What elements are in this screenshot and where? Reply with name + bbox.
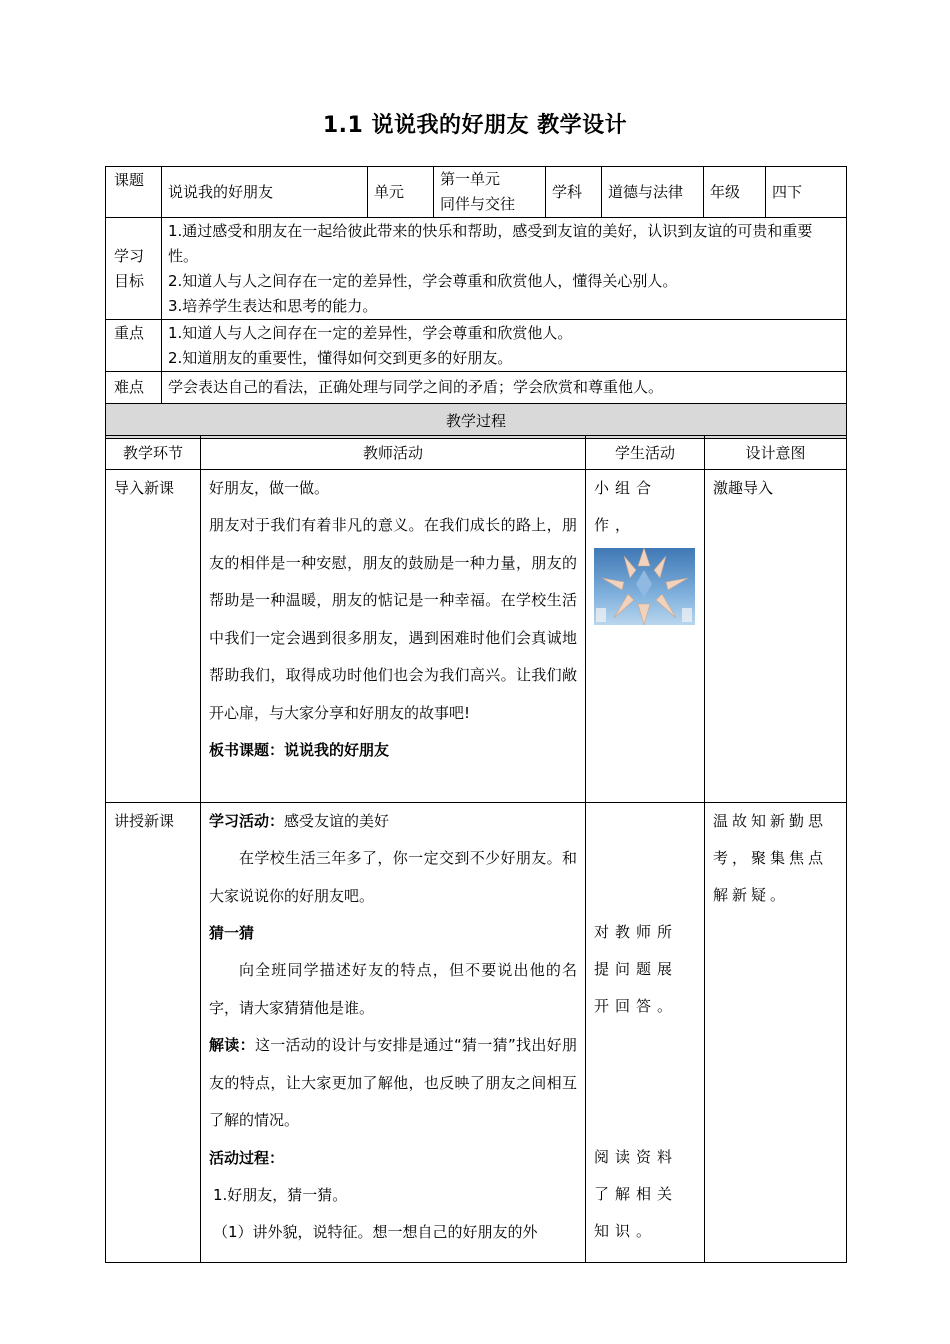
step-1: 1.好朋友，猜一猜。 — [213, 1185, 348, 1204]
activity-title: 感受友谊的美好 — [284, 812, 390, 830]
header-intent: 设计意图 — [705, 436, 847, 470]
page-title: 1.1 说说我的好朋友 教学设计 — [322, 113, 628, 138]
subject-label: 学科 — [546, 167, 602, 218]
unit-label: 单元 — [368, 167, 434, 218]
process-title-row — [106, 404, 847, 439]
grade-label: 年级 — [704, 167, 766, 218]
stage-label: 导入新课 — [114, 479, 175, 497]
student-text: 小组合作， — [594, 479, 658, 534]
board-title: 板书课题：说说我的好朋友 — [209, 741, 390, 759]
subject-value: 道德与法律 — [602, 167, 704, 218]
guess-paragraph: 向全班同学描述好友的特点，但不要说出他的名字，请大家猜猜他是谁。 — [209, 961, 577, 1017]
key-item: 2.知道朋友的重要性，懂得如何交到更多的好朋友。 — [168, 349, 513, 367]
intent-cell — [705, 470, 847, 803]
activity-heading — [209, 803, 577, 840]
goals-label-line1: 学习 — [114, 246, 145, 265]
teacher-cell — [201, 803, 586, 1263]
intent-text: 温故知新勤思考，聚集焦点解新疑。 — [713, 812, 828, 904]
goal-item: 2.知道人与人之间存在一定的差异性，学会尊重和欣赏他人，懂得关心别人。 — [168, 272, 678, 290]
process-row-intro — [106, 470, 847, 803]
difficulty-label: 难点 — [106, 372, 162, 404]
step-1-1: （1）讲外貌，说特征。想一想自己的好朋友的外 — [213, 1222, 538, 1241]
friendship-hands-photo — [594, 548, 695, 625]
interp-text: 这一活动的设计与安排是通过“猜一猜”找出好朋友的特点，让大家更加了解他，也反映了朋友之间相互了解的情况。 — [209, 1036, 577, 1129]
process-title: 教学过程 — [106, 404, 847, 439]
teacher-paragraph: 朋友对于我们有着非凡的意义。在我们成长的路上，朋友的相伴是一种安慰，朋友的鼓励是一种力量，朋友的帮助是一种温暖，朋友的惦记是一种幸福。在学校生活中我们一定会遇到很多朋友，遇到困难时他们会真诚地帮助我们，取得成功时他们也会为我们高兴。让我们敞开心扉，与大家分享和好朋友的故事吧! — [209, 516, 577, 722]
student-text-1: 对教师所提问题展开回答。 — [594, 923, 679, 1015]
student-cell — [586, 803, 705, 1263]
difficulty-content: 学会表达自己的看法，正确处理与同学之间的矛盾；学会欣赏和尊重他人。 — [162, 372, 847, 404]
interp-label: 解读： — [209, 1036, 255, 1054]
intent-text: 激趣导入 — [713, 479, 774, 497]
process-header-row — [106, 436, 847, 470]
stage-label: 讲授新课 — [114, 812, 175, 830]
process-table — [105, 435, 847, 1263]
student-text-2: 阅读资料了解相关知识。 — [594, 1148, 679, 1240]
goal-item: 1.通过感受和朋友在一起给彼此带来的快乐和帮助，感受到友谊的美好，认识到友谊的可贵和重要性。 — [168, 222, 813, 265]
interpretation — [209, 1027, 577, 1140]
header-teacher: 教师活动 — [201, 436, 586, 470]
info-row-topic — [106, 167, 847, 218]
process-label: 活动过程： — [209, 1148, 285, 1167]
unit-line2: 同伴与交往 — [440, 195, 516, 213]
teacher-cell — [201, 470, 586, 803]
activity-label: 学习活动： — [209, 812, 285, 830]
activity-paragraph: 在学校生活三年多了，你一定交到不少好朋友。和大家说说你的好朋友吧。 — [209, 849, 577, 905]
stage-cell — [106, 470, 201, 803]
key-item: 1.知道人与人之间存在一定的差异性，学会尊重和欣赏他人。 — [168, 324, 573, 342]
header-student: 学生活动 — [586, 436, 705, 470]
unit-line1: 第一单元 — [440, 170, 501, 188]
info-row-key — [106, 320, 847, 372]
stage-cell — [106, 803, 201, 1263]
teacher-first: 好朋友，做一做。 — [209, 479, 330, 497]
header-stage: 教学环节 — [106, 436, 201, 470]
goal-item: 3.培养学生表达和思考的能力。 — [168, 297, 378, 315]
key-content — [162, 320, 847, 372]
student-cell — [586, 470, 705, 803]
goals-content — [162, 218, 847, 320]
topic-label: 课题 — [106, 167, 162, 218]
process-row-teach — [106, 803, 847, 1263]
info-table — [105, 166, 847, 439]
info-row-goals — [106, 218, 847, 320]
intent-cell — [705, 803, 847, 1263]
goals-label — [106, 218, 162, 320]
guess-title: 猜一猜 — [209, 924, 255, 942]
key-label: 重点 — [106, 320, 162, 372]
goals-label-line2: 目标 — [114, 271, 145, 290]
unit-value — [434, 167, 546, 218]
topic-value: 说说我的好朋友 — [162, 167, 368, 218]
grade-value: 四下 — [766, 167, 847, 218]
info-row-difficulty — [106, 372, 847, 404]
